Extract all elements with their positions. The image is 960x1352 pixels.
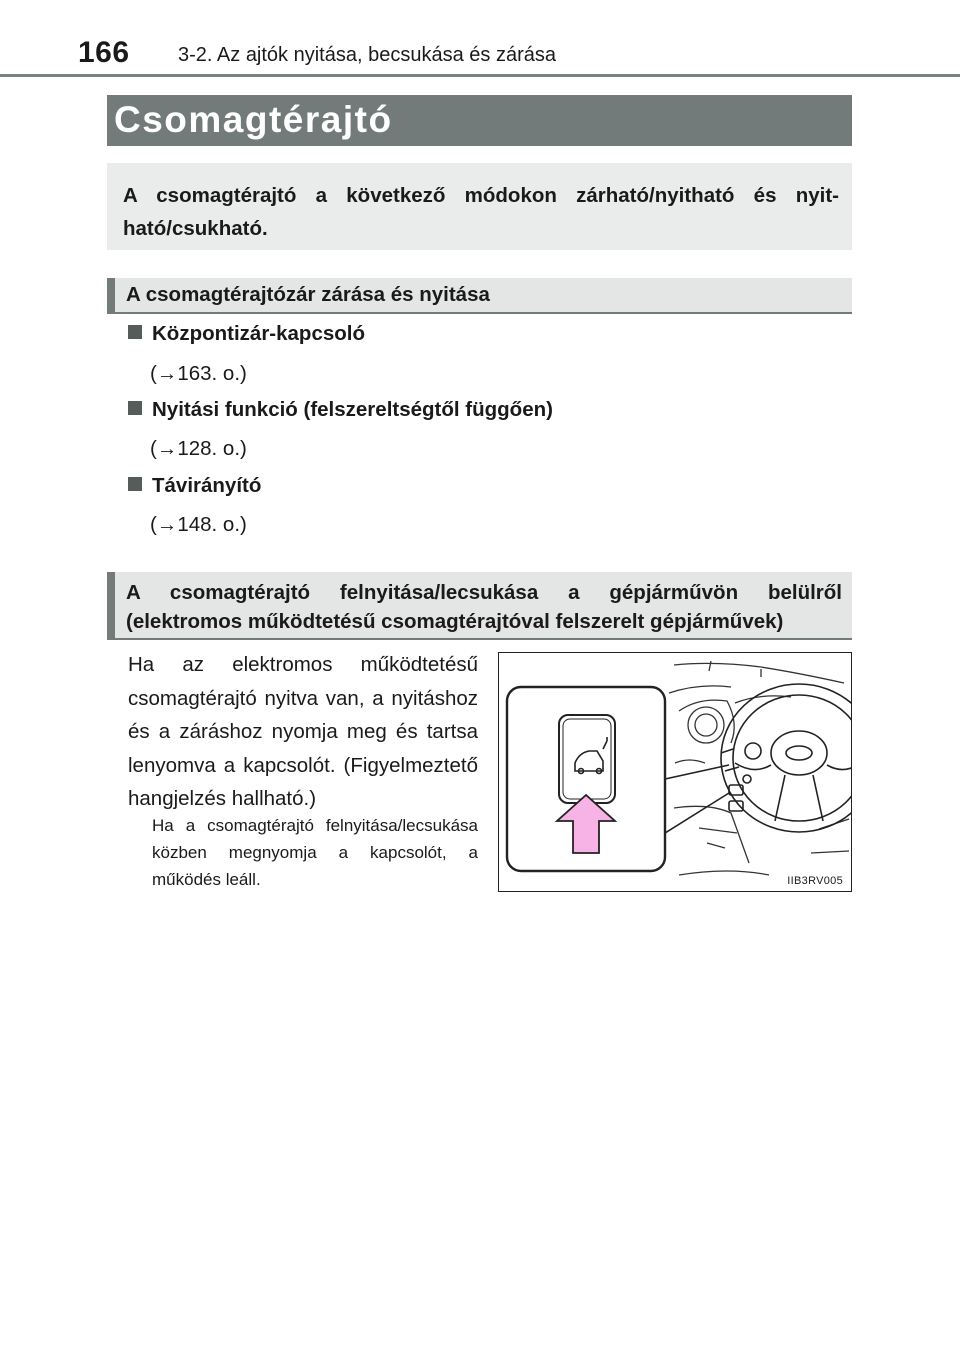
page-number: 166 xyxy=(78,36,130,69)
square-bullet-icon xyxy=(128,401,142,415)
power-back-door-switch xyxy=(559,715,615,803)
section-heading-line: (elektromos működtetésű csomagtérajtóval felszerelt gépjárművek) xyxy=(126,610,784,633)
dashboard-illustration xyxy=(498,652,852,892)
page-reference-link[interactable]: (→163. o.) xyxy=(150,362,247,385)
list-item-label: Nyitási funkció (felszereltségtől függően) xyxy=(152,398,553,421)
square-bullet-icon xyxy=(128,477,142,491)
list-item-label: Központizár-kapcsoló xyxy=(152,322,365,345)
page-reference-link[interactable]: (→128. o.) xyxy=(150,437,247,460)
list-item xyxy=(128,322,365,346)
section-heading-text: A csomagtérajtózár zárása és nyitása xyxy=(126,283,490,306)
section-heading-text xyxy=(126,578,842,636)
header-divider xyxy=(0,74,960,77)
intro-text: A csomagtérajtó a következő módokon zárható/nyitható és nyitható/csukható. xyxy=(123,184,839,240)
square-bullet-icon xyxy=(128,325,142,339)
body-paragraph: Ha az elektromos működtetésű csomagtérajtó nyitva van, a nyitáshoz és a záráshoz nyomja meg és tartsa lenyomva a kapcsolót. (Figyelmeztető hangjelzés hallható.) xyxy=(128,653,478,810)
page-reference-link[interactable]: (→148. o.) xyxy=(150,513,247,536)
page-title: Csomagtérajtó xyxy=(114,99,393,140)
list-item xyxy=(128,474,261,498)
section-heading-line: A csomagtérajtó felnyitása/lecsukása a gépjárművön belülről xyxy=(126,581,842,604)
figure-code: IIB3RV005 xyxy=(787,875,843,887)
section-heading-interior xyxy=(107,572,852,640)
note-paragraph: Ha a csomagtérajtó felnyitása/lecsukása közben megnyomja a kapcsolót, a működés leáll. xyxy=(152,816,478,889)
chapter-title: 3-2. Az ajtók nyitása, becsukása és zárása xyxy=(178,44,556,66)
section-heading-lock xyxy=(107,278,852,314)
list-item-label: Távirányító xyxy=(152,474,262,497)
dashboard-drawing xyxy=(499,653,852,892)
list-item xyxy=(128,398,553,422)
